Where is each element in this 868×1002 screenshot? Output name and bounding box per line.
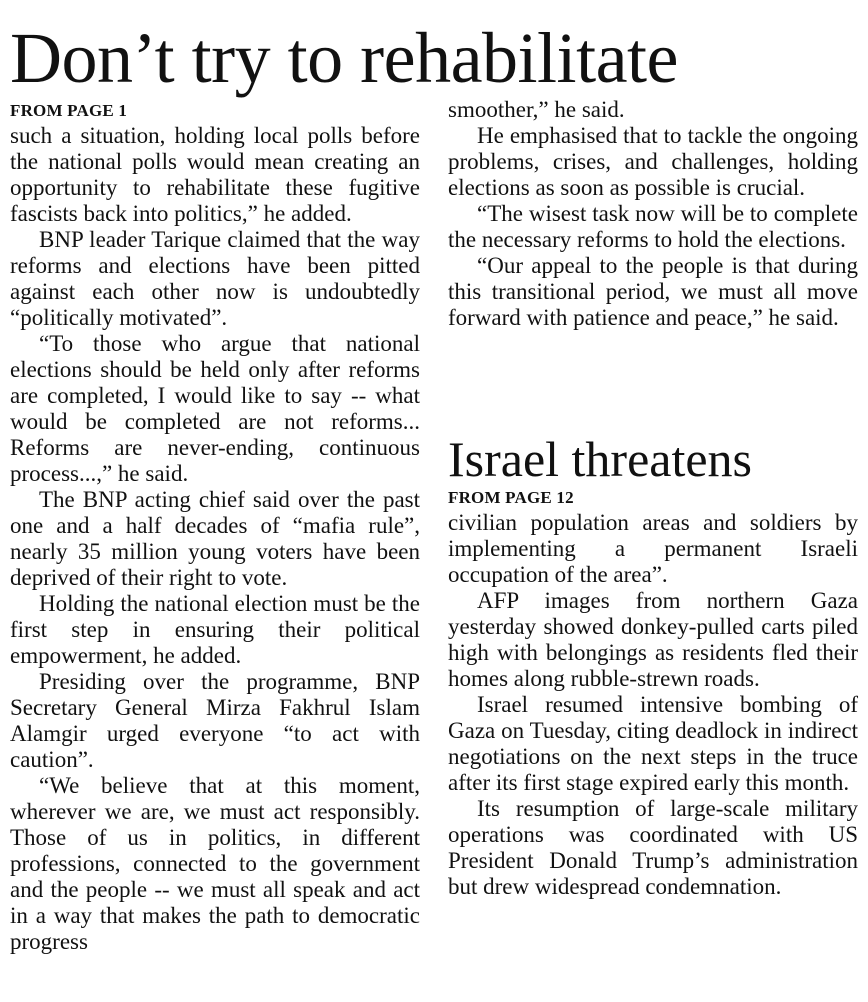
paragraph: BNP leader Tarique claimed that the way reforms and elections have been pitted against each other now is undoubtedly “politically motivated”. — [10, 227, 420, 330]
paragraph: AFP images from northern Gaza yesterday showed donkey-pulled carts piled high with belongings as residents fled their homes along rubble-strewn roads. — [448, 588, 858, 691]
paragraph: He emphasised that to tackle the ongoing problems, crises, and challenges, holding elections as soon as possible is crucial. — [448, 123, 858, 200]
paragraph: “The wisest task now will be to complete the necessary reforms to hold the elections. — [448, 201, 858, 252]
paragraph: Holding the national election must be the first step in ensuring their political empowerment, he added. — [10, 591, 420, 668]
paragraph: “Our appeal to the people is that during this transitional period, we must all move forward with patience and peace,” he said. — [448, 253, 858, 330]
headline-rehabilitate: Don’t try to rehabilitate — [10, 18, 678, 98]
paragraph: Israel resumed intensive bombing of Gaza on Tuesday, citing deadlock in indirect negotiations on the next steps in the truce after its first stage expired early this month. — [448, 692, 858, 795]
paragraph: Presiding over the programme, BNP Secretary General Mirza Fakhrul Islam Alamgir urged everyone “to act with caution”. — [10, 669, 420, 772]
story2-column — [448, 510, 858, 900]
paragraph: civilian population areas and soldiers by implementing a permanent Israeli occupation of the area”. — [448, 510, 858, 587]
paragraph: The BNP acting chief said over the past one and a half decades of “mafia rule”, nearly 35 million young voters have been deprived of their right to vote. — [10, 487, 420, 590]
story1-column-left — [10, 123, 420, 955]
story1-column-right — [448, 97, 858, 331]
paragraph: Its resumption of large-scale military operations was coordinated with US President Donald Trump’s administration but drew widespread condemnation. — [448, 796, 858, 899]
paragraph: “We believe that at this moment, wherever we are, we must act responsibly. Those of us in politics, in different professions, connected to the government and the people -- we must all speak and act in a way that makes the path to democratic progress — [10, 773, 420, 954]
jump-from-page-1: FROM PAGE 1 — [10, 101, 128, 120]
paragraph: such a situation, holding local polls before the national polls would mean creating an opportunity to rehabilitate these fugitive fascists back into politics,” he added. — [10, 123, 420, 226]
paragraph: smoother,” he said. — [448, 97, 625, 122]
paragraph: “To those who argue that national elections should be held only after reforms are completed, I would like to say -- what would be completed are not reforms... Reforms are never-ending, continuous process...,” he said. — [10, 331, 420, 486]
headline-israel-threatens: Israel threatens — [448, 431, 753, 487]
jump-from-page-12: FROM PAGE 12 — [448, 488, 574, 507]
